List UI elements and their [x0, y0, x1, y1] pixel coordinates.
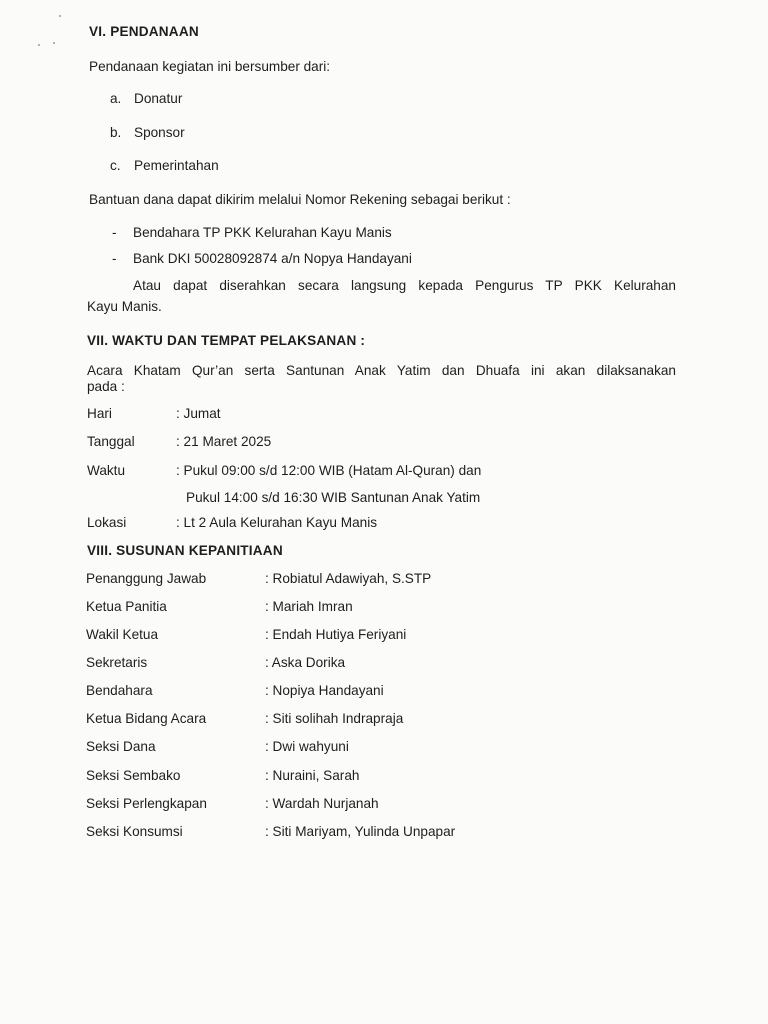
committee-role: Seksi Konsumsi — [86, 824, 183, 839]
funding-source-item: Sponsor — [134, 125, 185, 140]
account-item: Bank DKI 50028092874 a/n Nopya Handayani — [133, 251, 412, 266]
schedule-label: Tanggal — [87, 434, 135, 449]
committee-member: : Endah Hutiya Feriyani — [265, 627, 407, 642]
committee-member: : Nopiya Handayani — [265, 683, 384, 698]
account-item: Bendahara TP PKK Kelurahan Kayu Manis — [133, 225, 392, 240]
funding-intro: Pendanaan kegiatan ini bersumber dari: — [89, 59, 331, 74]
section-heading-pendanaan: VI. PENDANAAN — [89, 24, 199, 39]
committee-role: Sekretaris — [86, 655, 148, 670]
list-marker: b. — [110, 125, 122, 140]
scan-speck — [38, 44, 40, 46]
committee-role: Seksi Dana — [86, 739, 156, 754]
committee-role: Seksi Sembako — [86, 768, 181, 783]
committee-member: : Mariah Imran — [265, 599, 353, 614]
handover-note-line2: Kayu Manis. — [87, 299, 162, 314]
committee-role: Seksi Perlengkapan — [86, 796, 207, 811]
section-heading-susunan-kepanitiaan: VIII. SUSUNAN KEPANITIAAN — [87, 543, 283, 558]
funding-source-item: Donatur — [134, 91, 183, 106]
schedule-label: Hari — [87, 406, 112, 421]
committee-member: : Dwi wahyuni — [265, 739, 349, 754]
scan-speck — [53, 42, 55, 44]
committee-member: : Robiatul Adawiyah, S.STP — [265, 571, 432, 586]
schedule-label: Lokasi — [87, 515, 127, 530]
committee-member: : Wardah Nurjanah — [265, 796, 379, 811]
schedule-value: : Lt 2 Aula Kelurahan Kayu Manis — [176, 515, 378, 530]
transfer-intro: Bantuan dana dapat dikirim melalui Nomor Rekening sebagai berikut : — [89, 192, 511, 207]
committee-member: : Nuraini, Sarah — [265, 768, 360, 783]
list-marker: a. — [110, 91, 122, 106]
list-marker: - — [112, 251, 117, 266]
committee-role: Ketua Panitia — [86, 599, 167, 614]
committee-member: : Siti solihah Indrapraja — [265, 711, 404, 726]
handover-note-line1: Atau dapat diserahkan secara langsung kepada Pengurus TP PKK Kelurahan — [133, 278, 676, 293]
committee-role: Penanggung Jawab — [86, 571, 207, 586]
schedule-value: : 21 Maret 2025 — [176, 434, 272, 449]
event-intro-line1: Acara Khatam Qur’an serta Santunan Anak Yatim dan Dhuafa ini akan dilaksanakan — [87, 363, 676, 378]
schedule-value: Pukul 14:00 s/d 16:30 WIB Santunan Anak Yatim — [186, 490, 481, 505]
list-marker: c. — [110, 158, 121, 173]
event-intro-line2: pada : — [87, 379, 125, 394]
schedule-label: Waktu — [87, 463, 126, 478]
committee-member: : Siti Mariyam, Yulinda Unpapar — [265, 824, 456, 839]
scan-speck — [59, 15, 61, 17]
committee-role: Bendahara — [86, 683, 153, 698]
committee-role: Wakil Ketua — [86, 627, 159, 642]
schedule-value: : Jumat — [176, 406, 221, 421]
section-heading-waktu-tempat: VII. WAKTU DAN TEMPAT PELAKSANAN : — [87, 333, 366, 348]
list-marker: - — [112, 225, 117, 240]
schedule-value: : Pukul 09:00 s/d 12:00 WIB (Hatam Al-Quran) dan — [176, 463, 482, 478]
funding-source-item: Pemerintahan — [134, 158, 219, 173]
committee-member: : Aska Dorika — [265, 655, 346, 670]
committee-role: Ketua Bidang Acara — [86, 711, 207, 726]
